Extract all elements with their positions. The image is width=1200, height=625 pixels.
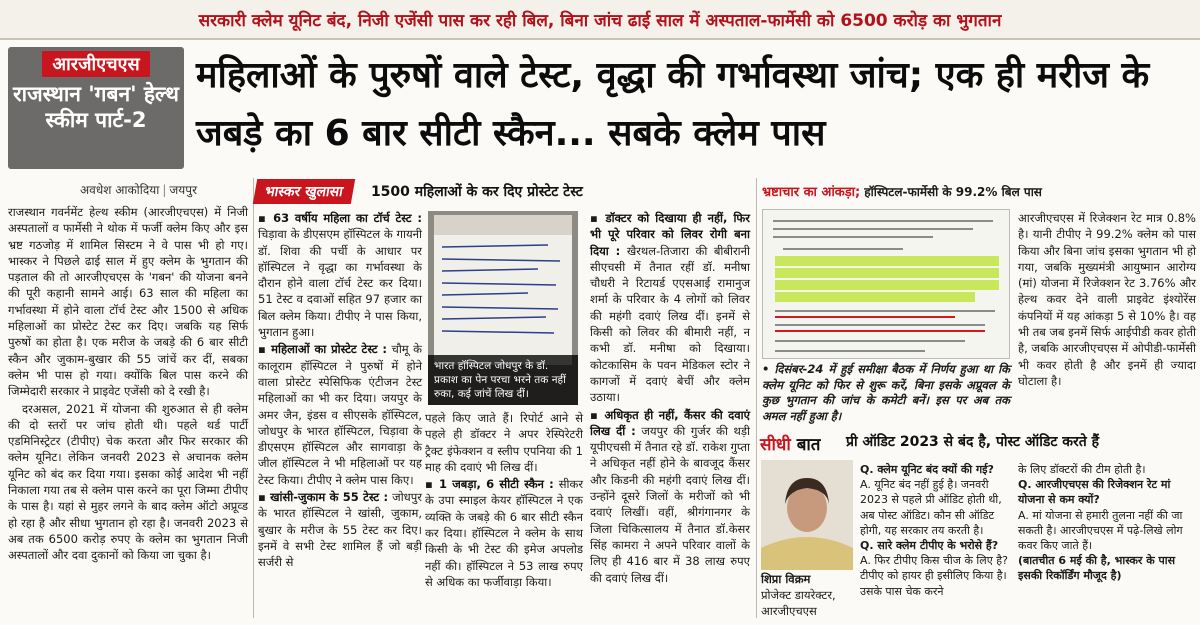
- col2-heading-3: खांसी-जुकाम के 55 टेस्ट :: [270, 490, 389, 505]
- col3-text-0: पहले किए जाते हैं। रिपोर्ट आने से पहले ही डॉक्टर ने अपर रेस्पिरेटरी ट्रैक्ट इंफेक्शन व स्लीप एपनिया की 1 माह की दवाएं भी लिख दीं।: [425, 411, 583, 474]
- prescription-photo: [428, 211, 578, 405]
- question-2: Q. सारे क्लेम टीपीए के भरोसे हैं?: [860, 539, 999, 553]
- column-3: पहले किए जाते हैं। रिपोर्ट आने से पहले ही डॉक्टर ने अपर रेस्पिरेटरी ट्रैक्ट इंफेक्शन व स्लीप एपनिया की 1 माह की दवाएं भी लिख दीं। ▪ 1 जबड़ा, 6 सीटी स्कैन : सीकर के उपा स्माइल केयर हॉस्पिटल ने एक व्यक्ति के जबड़े की 6 बार सीटी स्कैन कर दिया। हॉस्पिटल ने क्लेम के साथ किसी के भी टेस्ट की इमेज अपलोड नहीं की। हॉस्पिटल ने 53 लाख रुपए से अधिक का फर्जीवाड़ा किया।: [425, 411, 584, 589]
- series-tag: आरजीएचएस: [42, 51, 149, 77]
- col4-heading-2: अधिकृत ही नहीं, कैंसर की दवाएं लिख दीं :: [590, 407, 751, 438]
- answer-2: A. फिर टीपीए किस चीज के लिए है? टीपीए को हायर ही इसीलिए किया है। उसके पास चेक करने: [860, 554, 1008, 598]
- col2-text-2: चौमू के कालूराम हॉस्पिटल ने पुरुषों में होने वाला प्रोस्टेट स्पेसिफिक एंटीजन टेस्ट महिलाओं का भी कर दिया। जयपुर के अमर जैन, इंडस व सीएसके हॉस्पिटल, जोधपुर के भारत हॉस्पिटल, चिड़ावा के डीएसएम हॉस्पिटल और सागवाड़ा के जील हॉस्पिटल ने भी महिलाओं पर यह टेस्ट किया। टीपीए ने क्लेम पास किए।: [258, 342, 423, 487]
- column-4: ▪ डॉक्टर को दिखाया ही नहीं, फिर भी पूरे परिवार को लिवर रोगी बना दिया : खैरथल-तिजारा की बीबीरानी सीएचसी में तैनात रहीं डॉ. मनीषा चौधरी ने रिटायर्ड एएसआई रामानुज शर्मा के परिवार के 4 लोगों को लिवर की महंगी दवाएं लिख दीं। इनमें से किसी को लिवर की बीमारी नहीं, न कभी डॉ. मनीषा को दिखाया। कोटकासिम के पवन मेडिकल स्टोर ने कागजों में दवाएं बेचीं और क्लेम उठाया। ▪ अधिकृत ही नहीं, कैंसर की दवाएं लिख दीं : जयपुर की गुर्जर की थड़ी यूपीएचसी में तैनात रहे डॉ. राकेश गुप्ता ने अधिकृत नहीं होने के बावजूद कैंसर और किडनी की महंगी दवाएं लिख दीं। उन्होंने दूसरे जिलों के मरीजों को भी दवाएं लिखीं। वहीं, श्रीगंगानगर के जिला चिकित्सालय में तैनात डॉ.केसर सिंह कामरा ने अपने परिवार वालों के लिए ही 416 बार में 38 लाख रुपए की दवाएं लिख दीं।: [590, 211, 751, 585]
- top-banner: सरकारी क्लेम यूनिट बंद, निजी एजेंसी पास कर रही बिल, बिना जांच ढाई साल में अस्पताल-फार्मेसी को 6500 करोड़ का भुगतान: [0, 0, 1200, 40]
- col2-text-1: चिड़ावा के डीएसएम हॉस्पिटल के गायनी डॉ. शिवा की पर्ची के आधार पर हॉस्पिटल ने वृद्धा का गर्भावस्था के दौरान होने वाला टॉर्च टेस्ट कर दिया। 51 टेस्ट व दवाओं सहित 97 हजार का बिल क्लेम किया। टीपीए ने पास किया, भुगतान हुआ।: [258, 227, 422, 340]
- col2-heading-2: महिलाओं का प्रोस्टेट टेस्ट :: [271, 342, 388, 357]
- photo-caption: भारत हॉस्पिटल जोधपुर के डॉ. प्रकाश का पेन परचा भरने तक नहीं रुका, कई जांचें लिख दीं।: [428, 355, 578, 405]
- interviewee-name: शिप्रा विक्रम: [761, 572, 811, 586]
- col6-text: आरजीएचएस में रिजेक्शन रेट मात्र 0.8% है। यानी टीपीए ने 99.2% क्लेम को पास किया और बिना जांच इसका भुगतान भी हो गया, जबकि मुख्यमंत्री आयुष्मान आरोग्य (मां) योजना में रिजेक्शन रेट 3.76% और हेल्थ कवर देने वाली प्राइवेट इंश्योरेंस कंपनियों में यह आंकड़ा 5 से 10% है। वह भी तब जब इनमें सिर्फ आईपीडी कवर होती है, जबकि आरजीएचएस में ओपीडी-फार्मेसी भी कवर होती है और इनमें ही ज्यादा घोटाला है।: [1018, 211, 1196, 388]
- recording-note: (बातचीत 6 मई की है, भास्कर के पास इसकी रिकॉर्डिंग मौजूद है): [1018, 554, 1176, 583]
- khulasa-bar: [255, 178, 755, 204]
- answer-1: A. यूनिट बंद नहीं हुई है। जनवरी 2023 से पहले प्री ऑडिट होती थी, अब पोस्ट ऑडिट। कौन सी ऑडिट होगी, यह सरकार तय करती है।: [860, 478, 1002, 537]
- sidhi-label-red: सीधी: [760, 435, 791, 455]
- byline-author: अवधेश आकोदिया: [80, 183, 160, 197]
- portrait-name: [761, 571, 856, 619]
- answer-3: A. मां योजना से हमारी तुलना नहीं की जा सकती है। आरजीएचएस में पढ़े-लिखे लोग कवर किए जाते हैं।: [1018, 508, 1183, 553]
- sidhi-baat-label: [760, 432, 821, 455]
- col1-paragraph-2: दरअसल, 2021 में योजना की शुरुआत से ही क्लेम की दो स्तरों पर जांच होती थी। पहले थर्ड पार्टी एडमिनिस्ट्रेटर (टीपीए) चेक करता और फिर सरकार की क्लेम यूनिट। लेकिन जनवरी 2023 से अचानक क्लेम यूनिट को बंद कर दिया गया। इसका कोई आदेश भी नहीं निकाला गया तब से क्लेम पास करने का पूरा जिम्मा टीपीए के पास है। यहां से मुहर लगने के बाद क्लेम ऑटो अप्रूव्ड हो रहा है और सीधा भुगतान हो रहा है। जनवरी 2023 से अब तक 6500 करोड़ रुपए के क्लेम का भुगतान निजी अस्पतालों और दवा दुकानों को किया जा चुका है।: [8, 401, 248, 563]
- col2-text-3: जोधपुर के भारत हॉस्पिटल ने खांसी, जुकाम, बुखार के मरीज के 55 टेस्ट कर दिए। इनमें वे सभी टेस्ट शामिल हैं जो बड़ी सर्जरी से: [258, 490, 422, 570]
- khulasa-subtitle: 1500 महिलाओं के कर दिए प्रोस्टेट टेस्ट: [370, 183, 583, 200]
- corruption-subtitle: हॉस्पिटल-फार्मेसी के 99.2% बिल पास: [864, 184, 1042, 199]
- series-title: राजस्थान 'गबन' हेल्थ स्कीम पार्ट-2: [13, 82, 179, 132]
- sidhi-label-black: बात: [796, 435, 821, 455]
- interviewee-role: प्रोजेक्ट डायरेक्टर, आरजीएचएस: [761, 588, 836, 618]
- interview-headline: प्री ऑडिट 2023 से बंद है, पोस्ट ऑडिट करते हैं: [846, 434, 1100, 450]
- corruption-bar: [762, 178, 1198, 204]
- col3-heading-1: 1 जबड़ा, 6 सीटी स्कैन :: [439, 477, 554, 492]
- column-2: ▪ 63 वर्षीय महिला का टॉर्च टेस्ट : चिड़ावा के डीएसएम हॉस्पिटल के गायनी डॉ. शिवा की पर्ची के आधार पर हॉस्पिटल ने वृद्धा का गर्भावस्था के दौरान होने वाला टॉर्च टेस्ट कर दिया। 51 टेस्ट व दवाओं सहित 97 हजार का बिल क्लेम किया। टीपीए ने पास किया, भुगतान हुआ। ▪ महिलाओं का प्रोस्टेट टेस्ट : चौमू के कालूराम हॉस्पिटल ने पुरुषों में होने वाला प्रोस्टेट स्पेसिफिक एंटीजन टेस्ट महिलाओं का भी कर दिया। जयपुर के अमर जैन, इंडस व सीएसके हॉस्पिटल, जोधपुर के भारत हॉस्पिटल, चिड़ावा के डीएसएम हॉस्पिटल और सागवाड़ा के जील हॉस्पिटल ने भी महिलाओं पर यह टेस्ट किया। टीपीए ने क्लेम पास किए। ▪ खांसी-जुकाम के 55 टेस्ट : जोधपुर के भारत हॉस्पिटल ने खांसी, जुकाम, बुखार के मरीज के 55 टेस्ट कर दिए। इनमें वे सभी टेस्ट शामिल हैं जो बड़ी सर्जरी से: [258, 211, 423, 570]
- question-3: Q. आरजीएचएस की रिजेक्शन रेट मां योजना से कम क्यों?: [1018, 478, 1171, 507]
- question-1: Q. क्लेम यूनिट बंद क्यों की गई?: [860, 463, 994, 476]
- portrait-image: [761, 460, 853, 570]
- interview-qa-column-2: [1018, 462, 1196, 584]
- column-divider: [253, 178, 254, 618]
- byline: अवधेश आकोदिया | जयपुर: [80, 183, 197, 197]
- interview-qa-column-1: [860, 462, 1010, 599]
- col4-heading-1: डॉक्टर को दिखाया ही नहीं, फिर भी पूरे परिवार को लिवर रोगी बना दिया :: [590, 211, 750, 258]
- main-headline: महिलाओं के पुरुषों वाले टेस्ट, वृद्धा की गर्भावस्था जांच; एक ही मरीज के जबड़े का 6 बार सीटी स्कैन... सबके क्लेम पास: [196, 55, 1150, 154]
- series-box: [8, 47, 184, 169]
- col3-text-1: सीकर के उपा स्माइल केयर हॉस्पिटल ने एक व्यक्ति के जबड़े की 6 बार सीटी स्कैन कर दिया। हॉस्पिटल ने क्लेम के साथ किसी के भी टेस्ट की इमेज अपलोड नहीं की। हॉस्पिटल ने 53 लाख रुपए से अधिक का फर्जीवाड़ा किया।: [425, 477, 584, 589]
- meeting-document-image: [762, 209, 1010, 359]
- bhaskar-khulasa-tag: भास्कर खुलासा: [253, 179, 355, 204]
- column-6: [1018, 210, 1196, 390]
- col2-heading-1: 63 वर्षीय महिला का टॉर्च टेस्ट :: [273, 211, 422, 225]
- column-1: [8, 204, 248, 565]
- portrait-photo: [761, 460, 853, 570]
- col1-paragraph-1: राजस्थान गवर्नमेंट हेल्थ स्कीम (आरजीएचएस) में निजी अस्पतालों व फार्मेसी ने थोक में फर्जी क्लेम किए और इस भ्रष्ट गठजोड़ में शामिल सिस्टम ने वे पास भी हो गए। भास्कर ने पिछले ढाई साल में हुए क्लेम के भुगतान की पड़ताल की तो आरजीएचएस के 'गबन' की योजना बनने की पूरी कहानी सामने आई। 63 साल की महिला का गर्भावस्था में होने वाला टॉर्च टेस्ट और 1500 से अधिक महिलाओं का प्रोस्टेट टेस्ट कर दिए। जबकि यह सिर्फ पुरुषों का होता है। एक मरीज के जबड़े की 6 बार सीटी स्कैन और जुकाम-बुखार की 55 जांचें कर दीं, सबका क्लेम भी पास हो गया। क्योंकि बिल पास करने की जिम्मेदारी सरकार ने प्राइवेट एजेंसी को दे रखी है।: [8, 205, 248, 399]
- col4-text-2: जयपुर की गुर्जर की थड़ी यूपीएचसी में तैनात रहे डॉ. राकेश गुप्ता ने अधिकृत नहीं होने के बावजूद कैंसर और किडनी की महंगी दवाएं लिख दीं। उन्होंने दूसरे जिलों के मरीजों को भी दवाएं लिखीं। वहीं, श्रीगंगानगर के जिला चिकित्सालय में तैनात डॉ.केसर सिंह कामरा ने अपने परिवार वालों के लिए ही 416 बार में 38 लाख रुपए की दवाएं लिख दीं।: [590, 423, 751, 585]
- byline-place: जयपुर: [169, 183, 197, 197]
- answer-2-continued: के लिए डॉक्टरों की टीम होती है।: [1018, 463, 1146, 476]
- review-meeting-note: • दिसंबर-24 में हुई समीक्षा बैठक में निर्णय हुआ था कि क्लेम यूनिट को फिर से शुरू करें, बिना इसके अप्रूवल के कुछ भुगतान की जांच के कमेटी बनें। इस पर अब तक अमल नहीं हुआ है।: [762, 362, 1010, 423]
- corruption-tag: भ्रष्टाचार का आंकड़ा;: [762, 185, 861, 200]
- column-divider: [756, 178, 757, 618]
- col4-text-1: खैरथल-तिजारा की बीबीरानी सीएचसी में तैनात रहीं डॉ. मनीषा चौधरी ने रिटायर्ड एएसआई रामानुज शर्मा के परिवार के 4 लोगों को लिवर की महंगी दवाएं लिख दीं। इनमें से किसी को लिवर की बीमारी नहीं, न कभी डॉ. मनीषा को दिखाया। कोटकासिम के पवन मेडिकल स्टोर ने कागजों में दवाएं बेचीं और क्लेम उठाया।: [590, 243, 751, 405]
